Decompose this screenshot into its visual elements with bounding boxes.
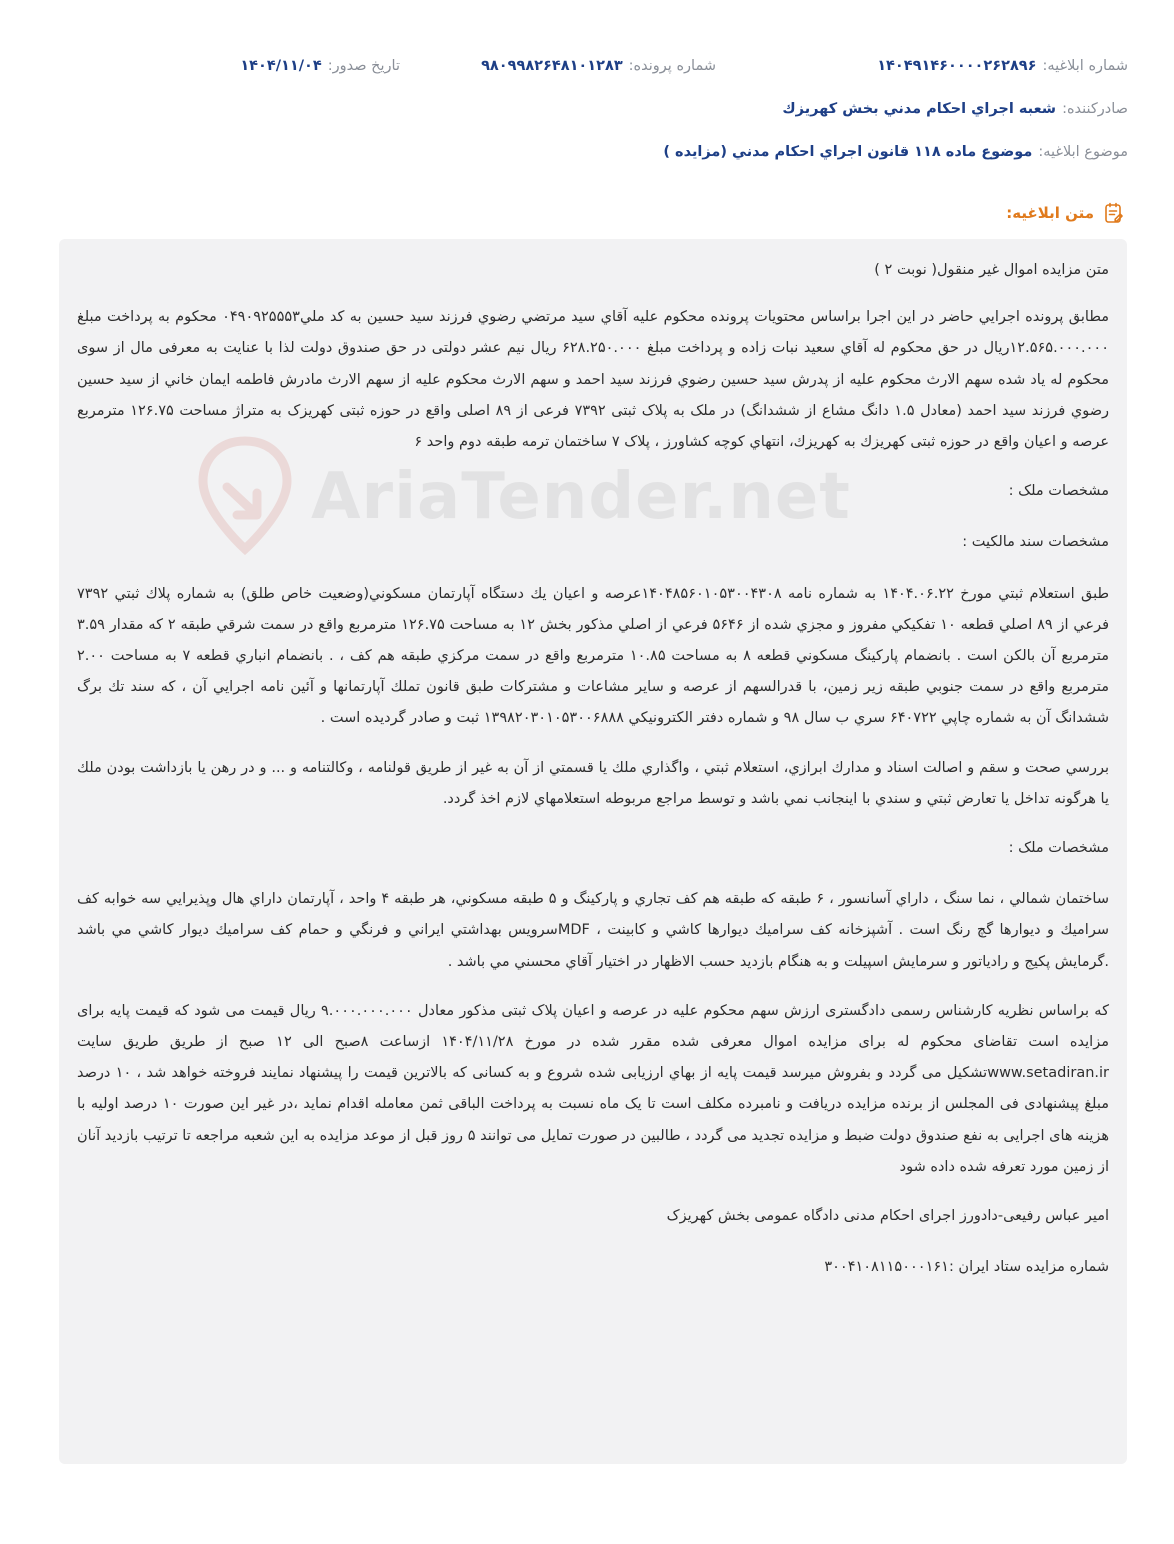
notice-auction-number: شماره مزايده ستاد ايران :۳۰۰۴۱۰۸۱۱۵۰۰۰۱۶۱ (824, 1259, 1109, 1276)
subject (663, 144, 1128, 160)
issuer (782, 101, 1128, 117)
issue-date-label: تاریخ صدور: (327, 58, 400, 74)
notice-paragraph-title: متن مزايده اموال غير منقول( نوبت ۲ ) (874, 262, 1109, 278)
notice-signature: امیر عباس رفیعی-دادورز اجرای احکام مدنی دادگاه عمومی بخش کهریزک (666, 1208, 1109, 1225)
notice-paragraph-deed-spec: مشخصات سند مالکیت : (962, 534, 1109, 551)
issue-date-value: ۱۴۰۴/۱۱/۰۴ (240, 58, 322, 74)
case-number-label: شماره پرونده: (628, 58, 716, 74)
issuer-label: صادرکننده: (1062, 101, 1128, 117)
notice-text-heading-label: متن ابلاغیه: (1006, 204, 1094, 222)
notice-paragraph-5: كه براساس نظريه كارشناس رسمی دادگستری ارزش سهم محکوم علیه در عرصه و اعیان پلاک ثبتی مذکور معادل ۹.۰۰۰.۰۰۰.۰۰۰ ريال قيمت می شود كه قيمت پايه برای مزايده است تقاضای محکوم له برای مزایده اموال معرفی شده مقرر شده در مورخ ۱۴۰۴/۱۱/۲۸ ازساعت ۸صبح الی ۱۲ صبح از طريق طريق سايت www.setadiran.irتشکیل می گردد و بفروش ميرسد قيمت پايه از بهاي ارزيابی شده شروع و به كسانی كه بالاترين قيمت را پيشنهاد نمايند فروخته خواهد شد ، ۱۰ درصد مبلغ پیشنهادی فی المجلس از برنده مزايده دريافت و نامبرده مكلف است تا یک ماه نسبت به پرداخت الباقی ثمن معامله اقدام نمايد ،در غير اين صورت ۱۰ درصد اوليه با هزينه های اجرايی به نفع صندوق دولت ضبط و مزايده تجديد می گردد ، طالبين در صورت تمايل می توانند ۵ روز قبل از موعد مزايده به اين شعبه مراجعه تا ترتيب بازديد آنان از زمين مورد تعرفه شده داده شود (77, 1002, 1110, 1175)
meta-row-subject (46, 144, 1128, 160)
document-icon (1102, 201, 1126, 225)
notice-paragraph-3: بررسي صحت و سقم و اصالت اسناد و مدارك ابرازي، استعلام ثبتي ، واگذاري ملك يا قسمتي از آن به غير از طريق قولنامه ، وكالتنامه و ... و در رهن يا بازداشت بودن ملك يا هرگونه تداخل يا تعارض ثبتي و سندي با اينجانب نمي باشد و توسط مراجع مربوطه استعلامهاي لازم اخذ گردد. (77, 759, 1109, 807)
notice-paragraph-property-spec-2: مشخصات ملک : (1008, 840, 1109, 857)
case-number (481, 58, 716, 74)
notice-text-box (59, 239, 1127, 1464)
meta-row-numbers (46, 58, 1128, 74)
subject-label: موضوع ابلاغیه: (1038, 144, 1128, 160)
issuer-value: شعبه اجراي احكام مدني بخش كهريزك (782, 101, 1057, 117)
notice-number (877, 58, 1128, 74)
notice-paragraph-1: مطابق پرونده اجرايي حاضر در اين اجرا براساس محتويات پرونده محكوم عليه آقاي سيد مرتضي رضوي فرزند سيد حسين به كد ملي۰۴۹۰۹۲۵۵۵۳ محكوم به پرداخت مبلغ ۱۲.۵۶۵.۰۰۰.۰۰۰ريال در حق محكوم له آقاي سعيد نبات زاده و پرداخت مبلغ ۶۲۸.۲۵۰.۰۰۰ ريال نيم عشر دولتی در حق صندوق دولت لذا با عنایت به معرفی مال از سوی محکوم له ياد شده سهم الارث محكوم عليه از پدرش سيد حسين رضوي فرزند سيد احمد و سهم الارث محكوم عليه از سهم الارث مادرش فاطمه ايمان خاني از سيد حسين رضوي فرزند سيد احمد (معادل ۱.۵ دانگ مشاع از ششدانگ) در ملک به پلاک ثبتی ۷۳۹۲ فرعی از ۸۹ اصلی واقع در حوزه ثبتی کهریزک به متراژ مساحت ۱۲۶.۷۵ مترمربع عرصه و اعيان واقع در حوزه ثبتی كهريزك به كهريزك، انتهاي كوچه كشاورز ، پلاک ۷ ساختمان ترمه طبقه دوم واحد ۶ (77, 309, 1110, 451)
watermark-text: AriaTender.net (311, 460, 851, 534)
notice-paragraph-property-spec: مشخصات ملک : (1008, 483, 1109, 500)
issue-date (240, 58, 400, 74)
notice-number-label: شماره ابلاغیه: (1042, 58, 1128, 74)
notice-paragraph-4: ساختمان شمالي ، نما سنگ ، داراي آسانسور ، ۶ طبقه كه طبقه هم كف تجاري و پاركينگ و ۵ طبقه مسكوني، هر طبقه ۴ واحد ، آپارتمان داراي هال وپذيرايي سه خوابه كف سراميك و ديوارها گچ رنگ است . آشپزخانه كف سراميك ديوارها كاشي و كابينت ، MDFسرويس بهداشتي ايراني و فرنگي و حمام كف سراميك ديوار كاشي مي باشد .گرمايش پكيج و رادياتور و سرمايش اسپيلت و به هنگام بازديد حسب الاظهار در اختيار آقاي محسني مي باشد . (77, 891, 1109, 970)
case-number-value: ۹۸۰۹۹۸۲۶۴۸۱۰۱۲۸۳ (481, 58, 623, 74)
notice-number-value: ۱۴۰۴۹۱۴۶۰۰۰۰۲۶۲۸۹۶ (877, 58, 1037, 74)
notice-paragraph-2: طبق استعلام ثبتي مورخ ۱۴۰۴.۰۶.۲۲ به شماره نامه ۱۴۰۴۸۵۶۰۱۰۵۳۰۰۴۳۰۸عرصه و اعيان يك دستگاه آپارتمان مسكوني(وضعيت خاص طلق) به شماره پلاك ثبتي ۷۳۹۲ فرعي از ۸۹ اصلي قطعه ۱۰ تفكيكي مفروز و مجزي شده از ۵۶۴۶ فرعي از اصلي مذكور بخش ۱۲ به مساحت ۱۲۶.۷۵ مترمربع واقع در سمت شرقي طبقه ۲ كه مقدار ۳.۵۹ مترمربع آن بالكن است . بانضمام پاركينگ مسكوني قطعه ۸ به مساحت ۱۰.۸۵ مترمربع واقع در سمت مركزي طبقه هم كف ، . بانضمام انباري قطعه ۷ به مساحت ۲.۰۰ مترمربع واقع در سمت جنوبي طبقه زير زمين، با قدرالسهم از عرصه و ساير مشاعات و مشتركات طبق قانون تملك آپارتمانها و آئين نامه اجرايي آن ، كه سند تك برگ ششدانگ آن به شماره چاپي ۶۴۰۷۲۲ سري ب سال ۹۸ و شماره دفتر الكترونيكي ۱۳۹۸۲۰۳۰۱۰۵۳۰۰۶۸۸۸ ثبت و صادر گرديده است . (77, 585, 1110, 727)
notice-text-heading (1006, 201, 1126, 225)
meta-row-issuer (46, 101, 1128, 117)
subject-value: موضوع ماده ۱۱۸ قانون اجراي احكام مدني (مزايده ) (663, 144, 1033, 160)
